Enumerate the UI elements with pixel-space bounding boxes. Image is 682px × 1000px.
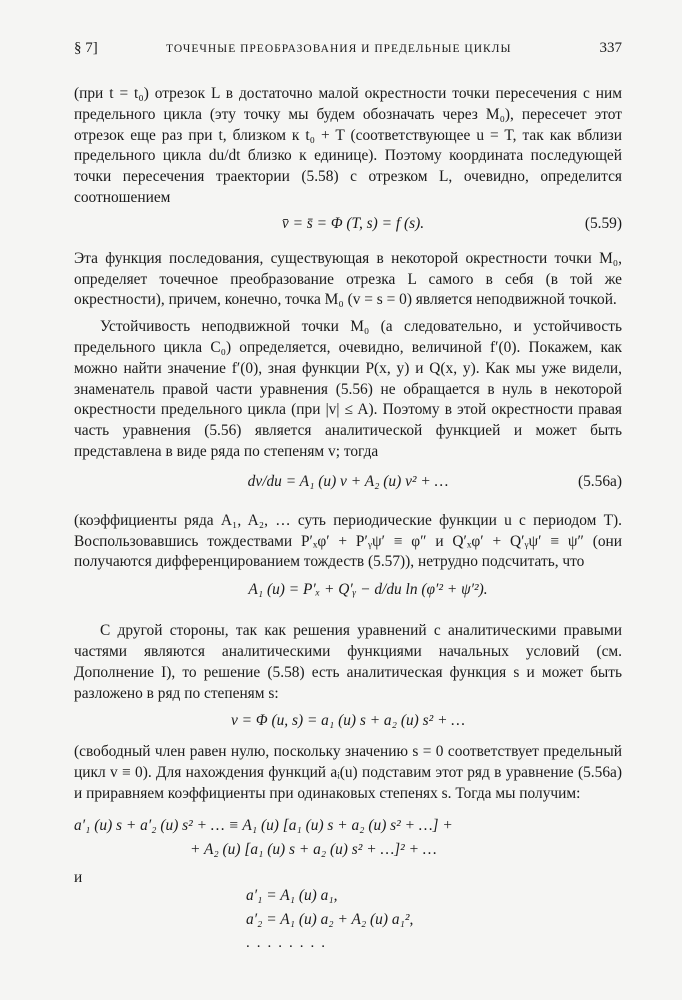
equation-series-body: v = Φ (u, s) = a₁ (u) s + a₂ (u) s² + … [230, 712, 465, 730]
equation-5-59 [74, 215, 622, 243]
equation-5-56a-body: dv/du = A₁ (u) v + A₂ (u) v² + … [247, 472, 449, 490]
paragraph-5: С другой стороны, так как решения уравнений с аналитическими правыми частями являются аналитическими функциями начальных условий (см. Дополнение I), то решение (5.58) есть аналитическая функция s и может быть разложено в ряд по степеням s: [74, 622, 622, 702]
paragraph-2: Эта функция последования, существующая в некоторой окрестности точки M₀, определяет точечное преобразование отрезка L самого в себя (в той же окрестности), причем, конечно, точка M₀ (v = s = 0) является неподвижной точкой. [74, 249, 622, 309]
equation-5-59-body: v̄ = s̄ = Φ (T, s) = f (s). [281, 214, 425, 232]
equation-5-59-number: (5.59) [584, 214, 622, 232]
paragraph-6: (свободный член равен нулю, поскольку значению s = 0 соответствует предельный цикл v ≡ 0). Для нахождения функций aᵢ(u) подставим этот ряд в уравнение (5.56а) и приравняем коэффициенты при одинаковых степенях s. Тогда мы получим: [74, 743, 622, 802]
paragraph-4: (коэффициенты ряда A₁, A₂, … суть периодические функции u с периодом T). Воспользовавшись тождествами P′ₓφ′ + P′ᵧψ′ ≡ φ″ и Q′ₓφ′ + Q′ᵧψ′ ≡ ψ″ (они получаются дифференцированием тождеств (5.57)), нетрудно подсчитать, что [74, 511, 622, 571]
equation-substitution-line-2 [74, 841, 622, 867]
and-label: и [74, 868, 83, 886]
equation-substitution-line-1 [74, 817, 622, 841]
equation-A1-body: A₁ (u) = P′ₓ + Q′ᵧ − d/du ln (φ′² + ψ′²). [248, 581, 488, 599]
equation-coef-1 [74, 887, 622, 911]
page-number: 337 [599, 40, 622, 56]
equation-series [74, 712, 622, 740]
section-marker: § 7] [74, 40, 98, 56]
paragraph-3: Устойчивость неподвижной точки M₀ (а следовательно, и устойчивость предельного цикла C₀) определяется, очевидно, величиной f′(0). Покажем, как можно найти значение f′(0), зная функции P(x, y) и Q(x, y). Как мы уже видели, знаменатель правой части уравнения (5.56) не обращается в нуль в некоторой окрестности предельного цикла (при |v| ≤ A). Поэтому в этой окрестности правая часть уравнения (5.56) является аналитической функцией и может быть представлена в виде ряда по степеням v; тогда [74, 318, 622, 460]
running-header [74, 40, 622, 66]
equation-substitution-line-2-body: + A₂ (u) [a₁ (u) s + a₂ (u) s² + …]² + … [190, 840, 437, 858]
running-title: ТОЧЕЧНЫЕ ПРЕОБРАЗОВАНИЯ И ПРЕДЕЛЬНЫЕ ЦИКЛЫ [166, 43, 512, 55]
ellipsis-dots: ........ [246, 934, 332, 951]
equation-5-56a [74, 473, 622, 507]
equation-5-56a-number: (5.56а) [577, 472, 622, 490]
equation-coef-1-body: a′₁ = A₁ (u) a₁, [246, 886, 338, 904]
equation-A1 [74, 581, 622, 615]
equation-substitution-line-1-body: a′₁ (u) s + a′₂ (u) s² + … ≡ A₁ (u) [a₁ (u) s + a₂ (u) s² + …] + [74, 816, 453, 834]
equation-coef-2 [74, 911, 622, 935]
paragraph-1: (при t = t₀) отрезок L в достаточно малой окрестности точки пересечения с ним предельного цикла (эту точку мы будем обозначать через M₀), пересечет этот отрезок еще раз при t, близком к t₀ + T (соответствующее u = T, так как вблизи предельного цикла du/dt близко к единице). Поэтому координата последующей точки пересечения траектории (5.58) с отрезком L, очевидно, определится соотношением [74, 85, 622, 206]
book-page [74, 40, 622, 952]
equation-coef-2-body: a′₂ = A₁ (u) a₂ + A₂ (u) a₁², [246, 910, 414, 928]
